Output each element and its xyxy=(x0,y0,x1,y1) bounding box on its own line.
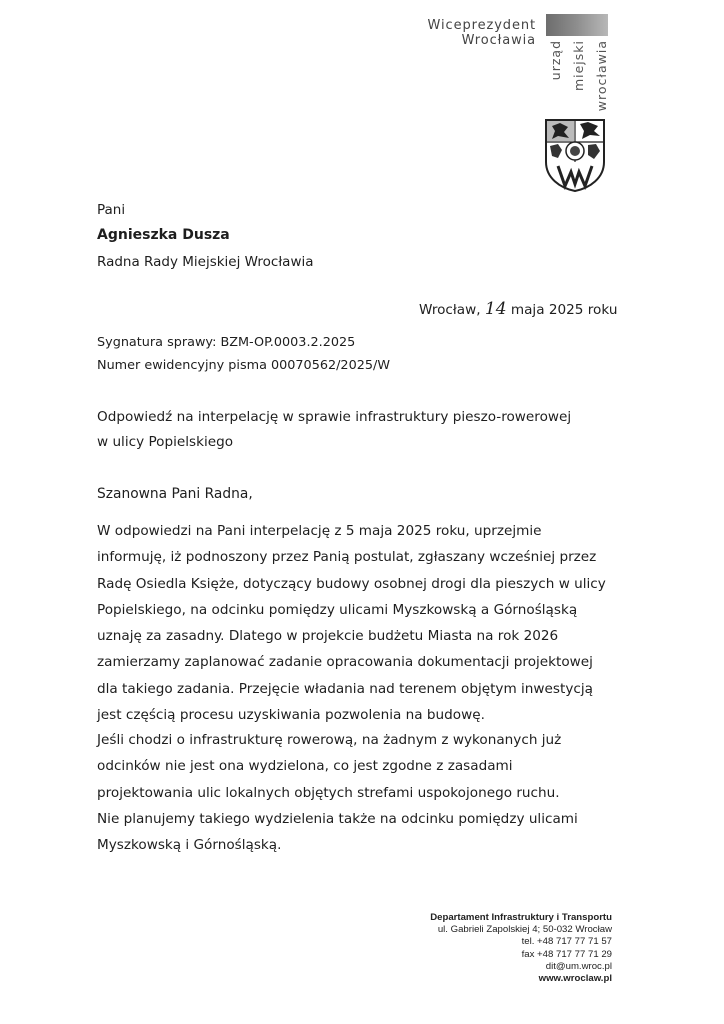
body-paragraph-1 xyxy=(97,518,617,728)
paragraph-line: Nie planujemy takiego wydzielenia także na odcinku pomiędzy ulicami xyxy=(97,810,578,827)
letter-date xyxy=(419,299,617,319)
recipient-role: Radna Rady Miejskiej Wrocławia xyxy=(97,254,314,270)
paragraph-line: projektowania ulic lokalnych objętych strefami uspokojonego ruchu. xyxy=(97,784,560,801)
date-prefix: Wrocław, xyxy=(419,302,481,318)
logo-line-2: miejski xyxy=(571,40,586,92)
footer-email: dit@um.wroc.pl xyxy=(545,960,612,972)
paragraph-line: informuję, iż podnoszony przez Panią postulat, zgłaszany wcześniej przez xyxy=(97,549,597,566)
footer-department: Departament Infrastruktury i Transportu xyxy=(430,912,612,923)
record-number: Numer ewidencyjny pisma 00070562/2025/W xyxy=(97,358,390,373)
paragraph-line: jest częścią procesu uzyskiwania pozwolenia na budowę. xyxy=(97,707,485,724)
footer-tel: tel. +48 717 77 71 57 xyxy=(521,936,612,948)
paragraph-line: Jeśli chodzi o infrastrukturę rowerową, na żadnym z wykonanych już xyxy=(97,732,562,748)
paragraph-line: uznaję za zasadny. Dlatego w projekcie budżetu Miasta na rok 2026 xyxy=(97,628,559,645)
logo-line-3: wrocławia xyxy=(594,40,609,112)
paragraph-line: W odpowiedzi na Pani interpelację z 5 maja 2025 roku, uprzejmie xyxy=(97,523,542,539)
footer-fax: fax +48 717 77 71 29 xyxy=(521,948,612,960)
case-signature: Sygnatura sprawy: BZM-OP.0003.2.2025 xyxy=(97,335,356,350)
subject-line: w ulicy Popielskiego xyxy=(97,434,234,450)
logo-gray-bar xyxy=(546,14,608,36)
footer-website: www.wroclaw.pl xyxy=(538,973,612,985)
paragraph-line: dla takiego zadania. Przejęcie władania nad terenem objętym inwestycją xyxy=(97,680,593,697)
paragraph-line: Radę Osiedla Księże, dotyczący budowy osobnej drogi dla pieszych w ulicy xyxy=(97,575,606,592)
footer-address: ul. Gabrieli Zapolskiej 4; 50-032 Wrocław xyxy=(437,924,612,936)
paragraph-line: Popielskiego, na odcinku pomiędzy ulicami Myszkowską a Górnośląską xyxy=(97,601,578,618)
paragraph-line: odcinków nie jest ona wydzielona, co jest zgodne z zasadami xyxy=(97,758,513,775)
body-paragraph-2 xyxy=(97,727,617,858)
recipient-salutation: Pani xyxy=(97,202,126,218)
wroclaw-coat-of-arms-icon xyxy=(544,118,606,192)
letter-subject xyxy=(97,405,617,455)
date-suffix: maja 2025 roku xyxy=(510,302,618,318)
logo-line-1: urząd xyxy=(548,40,563,81)
paragraph-line: zamierzamy zaplanować zadanie opracowania dokumentacji projektowej xyxy=(97,654,593,671)
greeting: Szanowna Pani Radna, xyxy=(97,486,253,502)
paragraph-line: Myszkowską i Górnośląską. xyxy=(97,837,282,854)
recipient-name: Agnieszka Dusza xyxy=(97,227,230,243)
footer-contact xyxy=(430,912,612,985)
header-title: Wiceprezydent Wrocławia xyxy=(427,18,536,48)
subject-line: Odpowiedź na interpelację w sprawie infrastruktury pieszo-rowerowej xyxy=(97,409,572,425)
date-day-handwritten: 14 xyxy=(484,299,507,319)
